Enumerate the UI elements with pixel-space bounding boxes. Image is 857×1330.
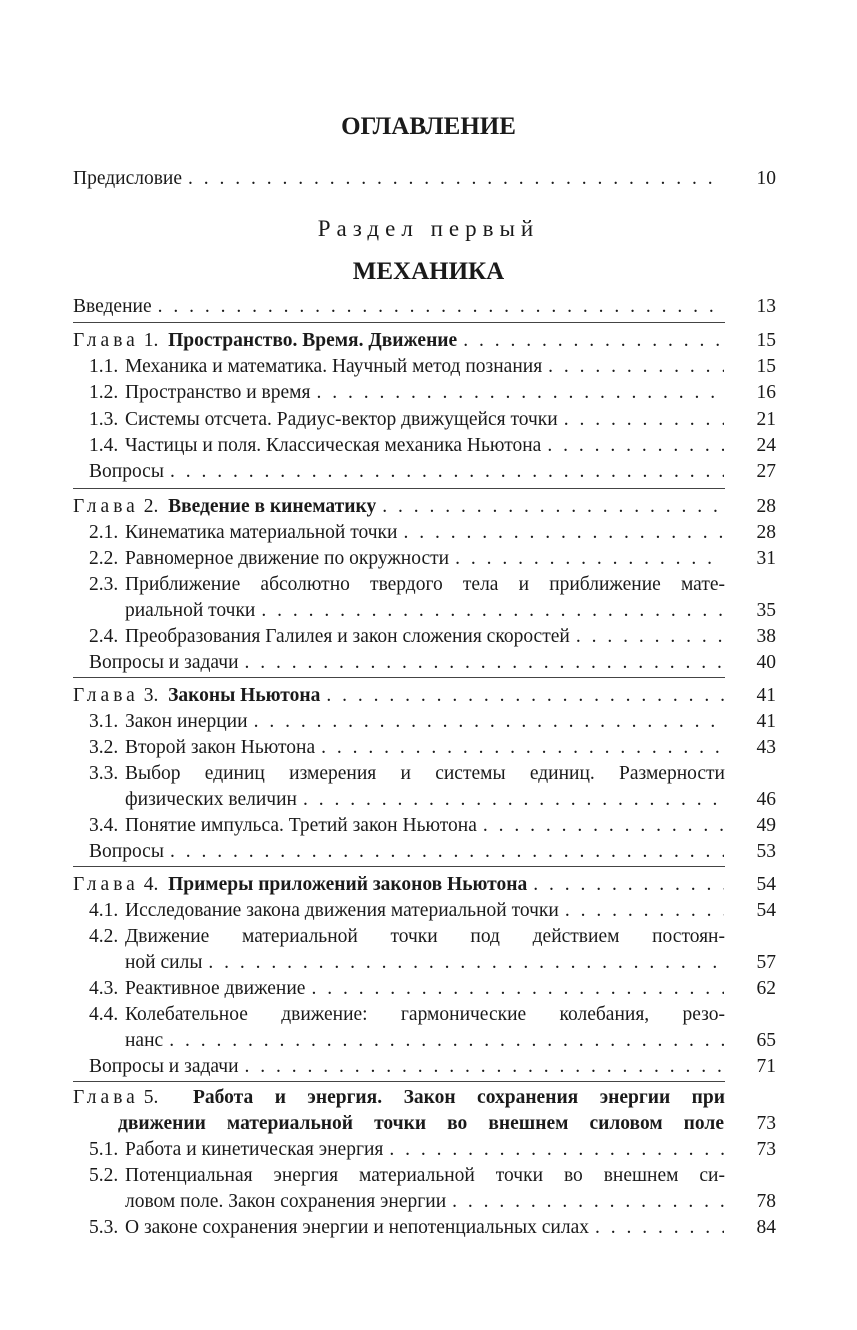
toc-title: ОГЛАВЛЕНИЕ	[341, 113, 516, 140]
entry-page: 15	[756, 330, 776, 351]
leader-dots	[452, 1189, 724, 1215]
toc-section[interactable]	[89, 1137, 776, 1163]
leader-dots	[326, 683, 724, 709]
leader-dots	[208, 950, 724, 976]
toc-section-cont[interactable]	[89, 1189, 776, 1215]
toc-section[interactable]	[89, 520, 776, 546]
leader-dots	[382, 494, 724, 520]
toc-questions[interactable]	[89, 459, 776, 485]
toc-section-cont[interactable]	[89, 950, 776, 976]
leader-dots	[547, 433, 724, 459]
section-title: Преобразования Галилея и закон сложения скоростей	[125, 626, 570, 647]
leader-dots	[321, 735, 724, 761]
section-title-line1: Выбор единиц измерения и системы единиц. Размерности	[125, 763, 725, 784]
entry-page: 43	[756, 737, 776, 758]
entry-page: 31	[756, 548, 776, 569]
toc-chapter-3[interactable]	[73, 683, 776, 709]
entry-page: 84	[756, 1217, 776, 1238]
leader-dots	[170, 459, 724, 485]
section-title: О законе сохранения энергии и непотенциальных силах	[125, 1217, 590, 1238]
entry-page: 49	[756, 815, 776, 836]
toc-section-cont[interactable]	[89, 598, 776, 624]
entry-page: 27	[756, 461, 776, 482]
leader-dots	[245, 1054, 724, 1080]
entry-page: 46	[756, 789, 776, 810]
entry-page: 41	[756, 711, 776, 732]
entry-page: 78	[756, 1191, 776, 1212]
entry-page: 21	[756, 409, 776, 430]
section-number: 3.4.	[89, 815, 119, 836]
section-title-line1: Движение материальной точки под действием постоян-	[125, 926, 725, 947]
chapter-word: Глава	[73, 330, 139, 351]
entry-title: Предисловие	[73, 168, 183, 189]
leader-dots	[245, 650, 724, 676]
leader-dots	[564, 407, 724, 433]
toc-section[interactable]	[89, 624, 776, 650]
section-number: 4.4.	[89, 1004, 119, 1025]
section-number: 1.1.	[89, 356, 119, 377]
entry-page: 54	[756, 900, 776, 921]
divider	[73, 866, 725, 867]
leader-dots	[576, 624, 724, 650]
section-number: 4.3.	[89, 978, 119, 999]
section-title: Равномерное движение по окружности	[125, 548, 450, 569]
section-number: 5.1.	[89, 1139, 119, 1160]
entry-page: 10	[756, 168, 776, 189]
leader-dots	[316, 380, 724, 406]
toc-section-cont[interactable]	[89, 787, 776, 813]
leader-dots	[303, 787, 724, 813]
chapter-word: Глава	[73, 496, 139, 517]
toc-section-cont[interactable]	[89, 1028, 776, 1054]
divider	[73, 677, 725, 678]
leader-dots	[261, 598, 724, 624]
chapter-title-line1: Работа и энергия. Закон сохранения энергии при	[193, 1087, 725, 1108]
chapter-word: Глава	[73, 1087, 139, 1108]
toc-section[interactable]	[89, 813, 776, 839]
toc-chapter-4[interactable]	[73, 872, 776, 898]
section-title-line1: Колебательное движение: гармонические колебания, резо-	[125, 1004, 725, 1025]
leader-dots	[389, 1137, 724, 1163]
leader-dots	[565, 898, 724, 924]
leader-dots	[595, 1215, 724, 1241]
entry-title: Вопросы	[89, 461, 164, 482]
leader-dots	[188, 166, 724, 192]
section-number: 2.2.	[89, 548, 119, 569]
leader-dots	[254, 709, 724, 735]
leader-dots	[169, 1028, 724, 1054]
entry-page: 62	[756, 978, 776, 999]
toc-section[interactable]	[89, 709, 776, 735]
entry-page: 40	[756, 652, 776, 673]
section-title: Частицы и поля. Классическая механика Ньютона	[125, 435, 542, 456]
entry-page: 73	[756, 1113, 776, 1134]
toc-section[interactable]	[89, 976, 776, 1002]
entry-page: 28	[756, 522, 776, 543]
section-number: 2.4.	[89, 626, 119, 647]
part-title: МЕХАНИКА	[352, 258, 505, 285]
section-title-line2: физических величин	[125, 789, 297, 810]
section-title: Исследование закона движения материальной точки	[125, 900, 559, 921]
entry-page: 13	[756, 296, 776, 317]
leader-dots	[533, 872, 724, 898]
toc-chapter-1[interactable]	[73, 328, 776, 354]
entry-page: 57	[756, 952, 776, 973]
leader-dots	[311, 976, 724, 1002]
part-label: Раздел первый	[317, 216, 540, 241]
leader-dots	[463, 328, 724, 354]
entry-title: Вопросы	[89, 841, 164, 862]
section-number: 3.1.	[89, 711, 119, 732]
toc-section[interactable]	[89, 735, 776, 761]
chapter-number: 2.	[143, 496, 159, 517]
entry-title: Введение	[73, 296, 152, 317]
toc-questions[interactable]	[89, 650, 776, 676]
entry-page: 15	[756, 356, 776, 377]
section-title-line2: ной силы	[125, 952, 203, 973]
toc-section[interactable]	[89, 380, 776, 406]
section-number: 5.2.	[89, 1165, 119, 1186]
chapter-title: Законы Ньютона	[168, 685, 321, 706]
section-number: 4.2.	[89, 926, 119, 947]
chapter-title: Введение в кинематику	[168, 496, 377, 517]
leader-dots	[455, 546, 724, 572]
entry-page: 16	[756, 382, 776, 403]
leader-dots	[403, 520, 724, 546]
section-title-line1: Приближение абсолютно твердого тела и приближение мате-	[125, 574, 725, 595]
entry-page: 38	[756, 626, 776, 647]
toc-section[interactable]	[89, 407, 776, 433]
chapter-word: Глава	[73, 685, 139, 706]
chapter-word: Глава	[73, 874, 139, 895]
chapter-title-line2: движении материальной точки во внешнем силовом поле	[118, 1113, 724, 1134]
toc-questions[interactable]	[89, 1054, 776, 1080]
section-title-line2: риальной точки	[125, 600, 256, 621]
leader-dots	[158, 294, 724, 320]
entry-page: 73	[756, 1139, 776, 1160]
entry-page: 41	[756, 685, 776, 706]
toc-entry-preface[interactable]	[73, 166, 776, 192]
entry-page: 53	[756, 841, 776, 862]
chapter-title: Пространство. Время. Движение	[168, 330, 458, 351]
leader-dots	[170, 839, 724, 865]
toc-section[interactable]	[89, 354, 776, 380]
section-title-line1: Потенциальная энергия материальной точки во внешнем си-	[125, 1165, 725, 1186]
section-number: 3.3.	[89, 763, 119, 784]
toc-section[interactable]	[89, 1215, 776, 1241]
divider	[73, 1081, 725, 1082]
toc-section[interactable]	[89, 433, 776, 459]
section-title: Работа и кинетическая энергия	[125, 1139, 384, 1160]
section-title: Второй закон Ньютона	[125, 737, 316, 758]
section-title-line2: нанс	[125, 1030, 164, 1051]
section-number: 2.1.	[89, 522, 119, 543]
toc-section[interactable]	[89, 898, 776, 924]
toc-section[interactable]	[89, 546, 776, 572]
entry-page: 65	[756, 1030, 776, 1051]
section-title: Механика и математика. Научный метод познания	[125, 356, 543, 377]
entry-title: Вопросы и задачи	[89, 1056, 239, 1077]
entry-title: Вопросы и задачи	[89, 652, 239, 673]
section-title: Пространство и время	[125, 382, 311, 403]
toc-questions[interactable]	[89, 839, 776, 865]
entry-page: 71	[756, 1056, 776, 1077]
chapter-number: 1.	[143, 330, 159, 351]
section-title: Системы отсчета. Радиус-вектор движущейся точки	[125, 409, 558, 430]
section-title: Реактивное движение	[125, 978, 306, 999]
chapter-title: Примеры приложений законов Ньютона	[168, 874, 528, 895]
entry-page: 35	[756, 600, 776, 621]
leader-dots	[548, 354, 724, 380]
chapter-number: 4.	[143, 874, 159, 895]
section-number: 2.3.	[89, 574, 119, 595]
leader-dots	[483, 813, 724, 839]
entry-page: 28	[756, 496, 776, 517]
section-number: 1.3.	[89, 409, 119, 430]
section-title: Понятие импульса. Третий закон Ньютона	[125, 815, 477, 836]
toc-entry-intro[interactable]	[73, 294, 776, 320]
section-number: 3.2.	[89, 737, 119, 758]
chapter-number: 5.	[143, 1087, 159, 1108]
entry-page: 24	[756, 435, 776, 456]
section-number: 4.1.	[89, 900, 119, 921]
divider	[73, 322, 725, 323]
section-title: Закон инерции	[125, 711, 248, 732]
toc-chapter-2[interactable]	[73, 494, 776, 520]
section-title: Кинематика материальной точки	[125, 522, 398, 543]
chapter-number: 3.	[143, 685, 159, 706]
divider	[73, 488, 725, 489]
section-number: 1.4.	[89, 435, 119, 456]
section-title-line2: ловом поле. Закон сохранения энергии	[125, 1191, 447, 1212]
toc-chapter-5-page[interactable]	[73, 1111, 776, 1137]
section-number: 1.2.	[89, 382, 119, 403]
section-number: 5.3.	[89, 1217, 119, 1238]
entry-page: 54	[756, 874, 776, 895]
